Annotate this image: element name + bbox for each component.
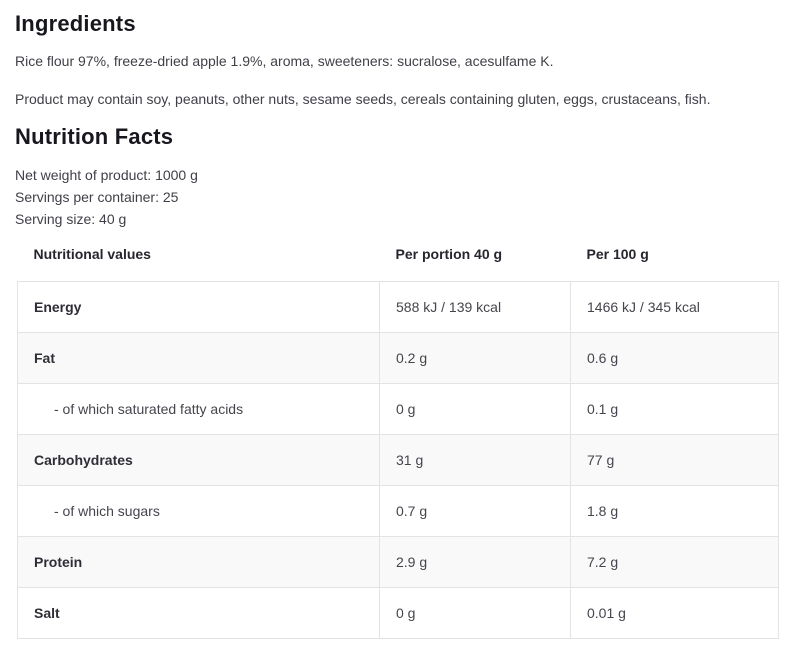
ingredients-heading: Ingredients <box>15 11 136 36</box>
row-label: Energy <box>18 282 380 333</box>
row-label: - of which saturated fatty acids <box>18 384 380 435</box>
row-label: Carbohydrates <box>18 435 380 486</box>
column-header-nutritional-values: Nutritional values <box>18 239 380 282</box>
row-value-per-100g: 0.1 g <box>571 384 779 435</box>
row-value-per-100g: 0.6 g <box>571 333 779 384</box>
row-value-per-100g: 0.01 g <box>571 588 779 639</box>
table-row-sugars <box>18 486 779 537</box>
servings-per-container-line: Servings per container: 25 <box>15 189 179 205</box>
nutrition-facts-heading: Nutrition Facts <box>15 124 174 149</box>
row-value-per-portion: 31 g <box>380 435 571 486</box>
table-row-saturated-fatty-acids <box>18 384 779 435</box>
net-weight-line: Net weight of product: 1000 g <box>15 167 198 183</box>
row-label: - of which sugars <box>18 486 380 537</box>
serving-size-line: Serving size: 40 g <box>15 211 127 227</box>
row-value-per-100g: 77 g <box>571 435 779 486</box>
table-row-fat <box>18 333 779 384</box>
row-value-per-100g: 1.8 g <box>571 486 779 537</box>
column-header-per-100g: Per 100 g <box>571 239 779 282</box>
row-value-per-portion: 0 g <box>380 588 571 639</box>
table-row-carbohydrates <box>18 435 779 486</box>
column-header-per-portion: Per portion 40 g <box>380 239 571 282</box>
ingredients-section <box>15 13 785 109</box>
ingredients-composition-text: Rice flour 97%, freeze-dried apple 1.9%, aroma, sweeteners: sucralose, acesulfame K. <box>15 53 554 69</box>
row-value-per-100g: 1466 kJ / 345 kcal <box>571 282 779 333</box>
pack-info-block <box>15 164 785 230</box>
table-row-energy <box>18 282 779 333</box>
table-header-row <box>18 239 779 282</box>
table-row-protein <box>18 537 779 588</box>
nutrition-facts-section <box>15 126 785 639</box>
row-value-per-portion: 588 kJ / 139 kcal <box>380 282 571 333</box>
row-value-per-portion: 2.9 g <box>380 537 571 588</box>
allergen-notice-text: Product may contain soy, peanuts, other nuts, sesame seeds, cereals containing gluten, eggs, crustaceans, fish. <box>15 91 711 107</box>
row-value-per-100g: 7.2 g <box>571 537 779 588</box>
row-label: Protein <box>18 537 380 588</box>
row-label: Salt <box>18 588 380 639</box>
row-value-per-portion: 0 g <box>380 384 571 435</box>
row-label: Fat <box>18 333 380 384</box>
row-value-per-portion: 0.2 g <box>380 333 571 384</box>
nutrition-values-table <box>17 239 779 639</box>
table-row-salt <box>18 588 779 639</box>
row-value-per-portion: 0.7 g <box>380 486 571 537</box>
